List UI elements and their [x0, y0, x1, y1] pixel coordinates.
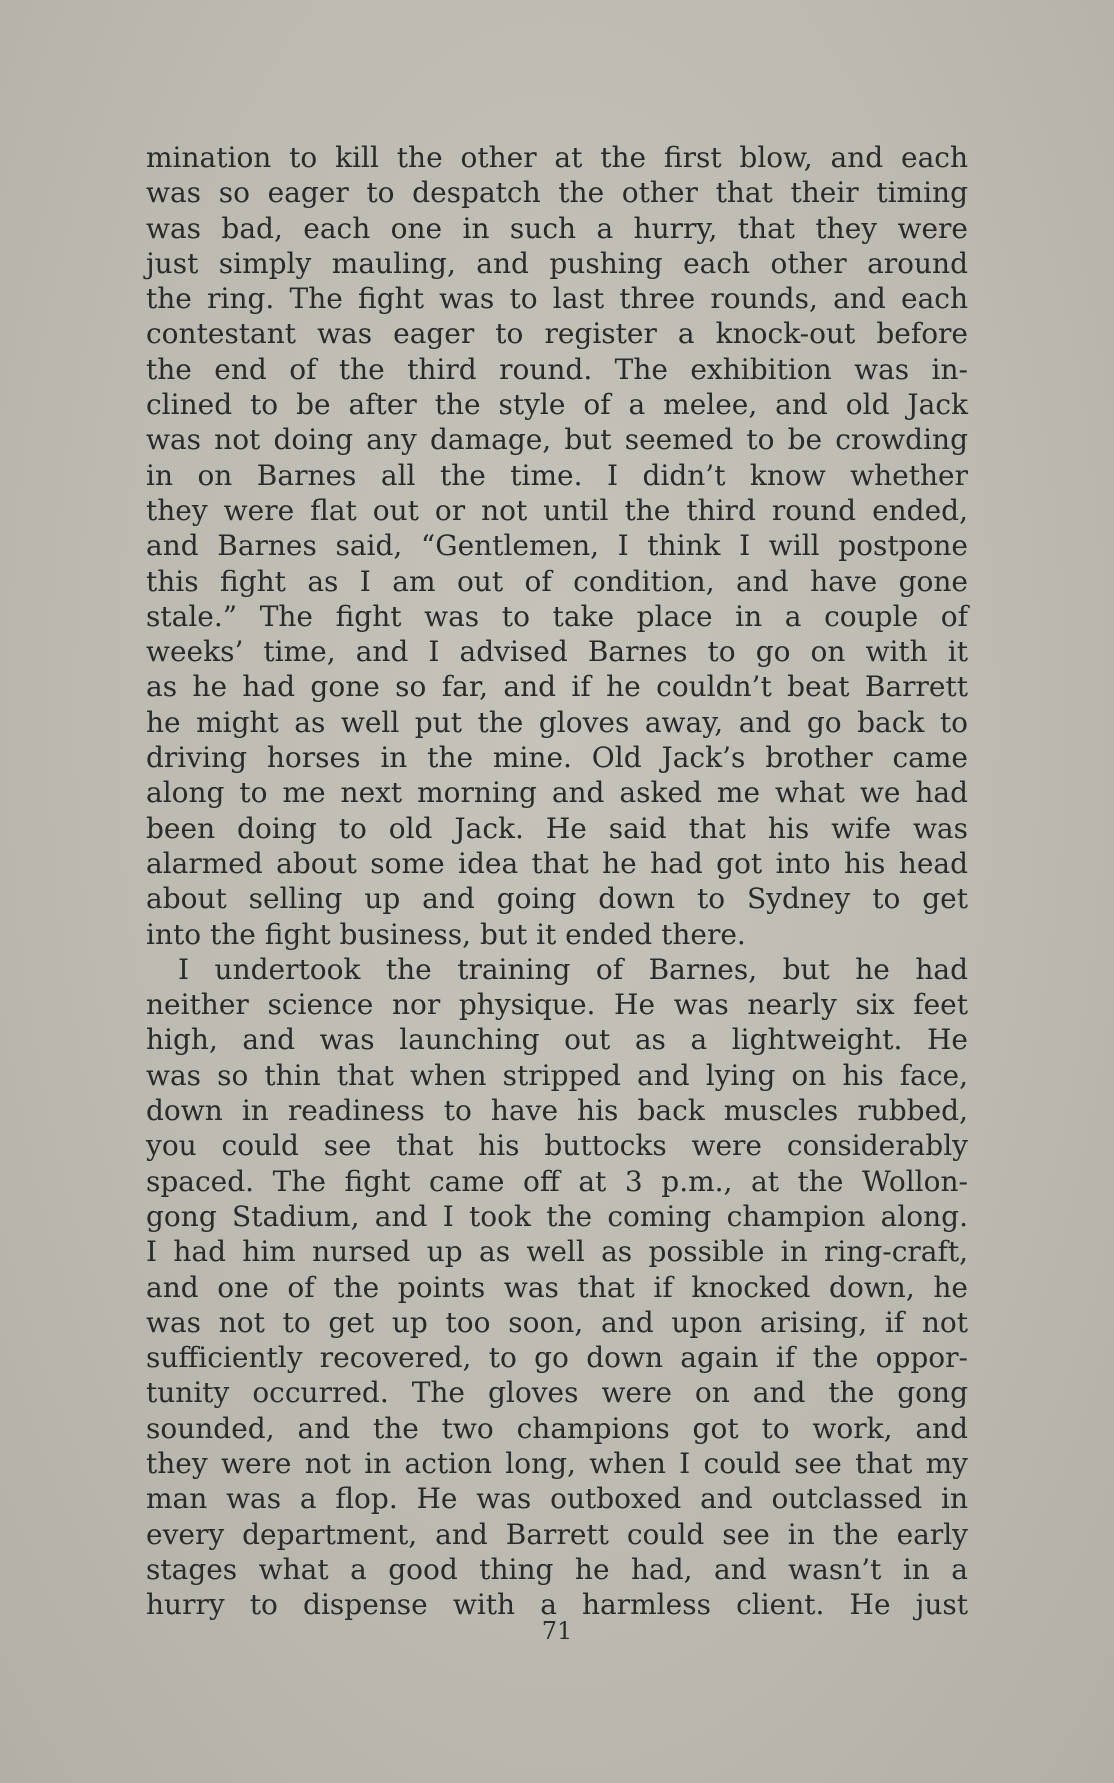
- text-line: they were flat out or not until the third round ended,: [146, 493, 968, 527]
- body-text: [146, 140, 968, 1622]
- text-line: was not to get up too soon, and upon arising, if not: [146, 1305, 968, 1339]
- text-line: about selling up and going down to Sydney to get: [146, 882, 968, 916]
- text-line: contestant was eager to register a knock-out before: [146, 317, 968, 351]
- text-line: as he had gone so far, and if he couldn’t beat Barrett: [146, 670, 968, 704]
- text-line: high, and was launching out as a lightweight. He: [146, 1023, 968, 1057]
- text-line: was bad, each one in such a hurry, that they were: [146, 211, 968, 245]
- text-line: tunity occurred. The gloves were on and the gong: [146, 1376, 968, 1410]
- text-line: I undertook the training of Barnes, but he had: [178, 952, 968, 986]
- text-line: hurry to dispense with a harmless client. He just: [146, 1588, 968, 1622]
- text-line: stages what a good thing he had, and wasn’t in a: [146, 1552, 968, 1586]
- text-line: sufficiently recovered, to go down again if the oppor-: [146, 1341, 968, 1375]
- text-line: mination to kill the other at the first blow, and each: [146, 141, 968, 174]
- paragraph-2: [146, 952, 968, 1623]
- text-line: they were not in action long, when I could see that my: [146, 1446, 968, 1480]
- text-line: and Barnes said, “Gentlemen, I think I will postpone: [146, 529, 968, 563]
- page-number: 71: [541, 1617, 573, 1645]
- paragraph-1: [146, 140, 968, 952]
- text-line: was so eager to despatch the other that their timing: [146, 176, 968, 210]
- text-line: driving horses in the mine. Old Jack’s brother came: [146, 741, 968, 775]
- text-line: just simply mauling, and pushing each other around: [146, 246, 968, 280]
- text-line: and one of the points was that if knocked down, he: [146, 1270, 968, 1304]
- text-line: was not doing any damage, but seemed to be crowding: [146, 423, 968, 457]
- text-line: neither science nor physique. He was nearly six feet: [146, 988, 968, 1022]
- text-line: you could see that his buttocks were considerably: [146, 1129, 968, 1163]
- text-line: spaced. The fight came off at 3 p.m., at the Wollon-: [146, 1164, 968, 1198]
- text-line: gong Stadium, and I took the coming champion along.: [146, 1199, 968, 1233]
- text-line: been doing to old Jack. He said that his wife was: [146, 811, 968, 845]
- text-line: every department, and Barrett could see in the early: [146, 1517, 968, 1551]
- text-line: clined to be after the style of a melee, and old Jack: [146, 388, 968, 422]
- text-line: along to me next morning and asked me what we had: [146, 776, 968, 810]
- text-line: man was a flop. He was outboxed and outclassed in: [146, 1482, 968, 1516]
- text-line: I had him nursed up as well as possible in ring-craft,: [146, 1235, 968, 1269]
- text-line: the end of the third round. The exhibition was in-: [146, 352, 968, 386]
- text-line: alarmed about some idea that he had got into his head: [146, 846, 968, 880]
- text-line: he might as well put the gloves away, and go back to: [146, 705, 968, 739]
- text-line: in on Barnes all the time. I didn’t know whether: [146, 458, 968, 492]
- text-line: was so thin that when stripped and lying on his face,: [146, 1058, 968, 1092]
- text-line: into the fight business, but it ended there.: [146, 917, 746, 951]
- text-line: sounded, and the two champions got to work, and: [146, 1411, 968, 1445]
- text-line: the ring. The fight was to last three rounds, and each: [146, 282, 968, 316]
- text-line: weeks’ time, and I advised Barnes to go on with it: [146, 635, 968, 669]
- text-line: stale.” The fight was to take place in a couple of: [146, 599, 968, 633]
- text-line: down in readiness to have his back muscles rubbed,: [146, 1094, 968, 1128]
- text-line: this fight as I am out of condition, and have gone: [146, 564, 968, 598]
